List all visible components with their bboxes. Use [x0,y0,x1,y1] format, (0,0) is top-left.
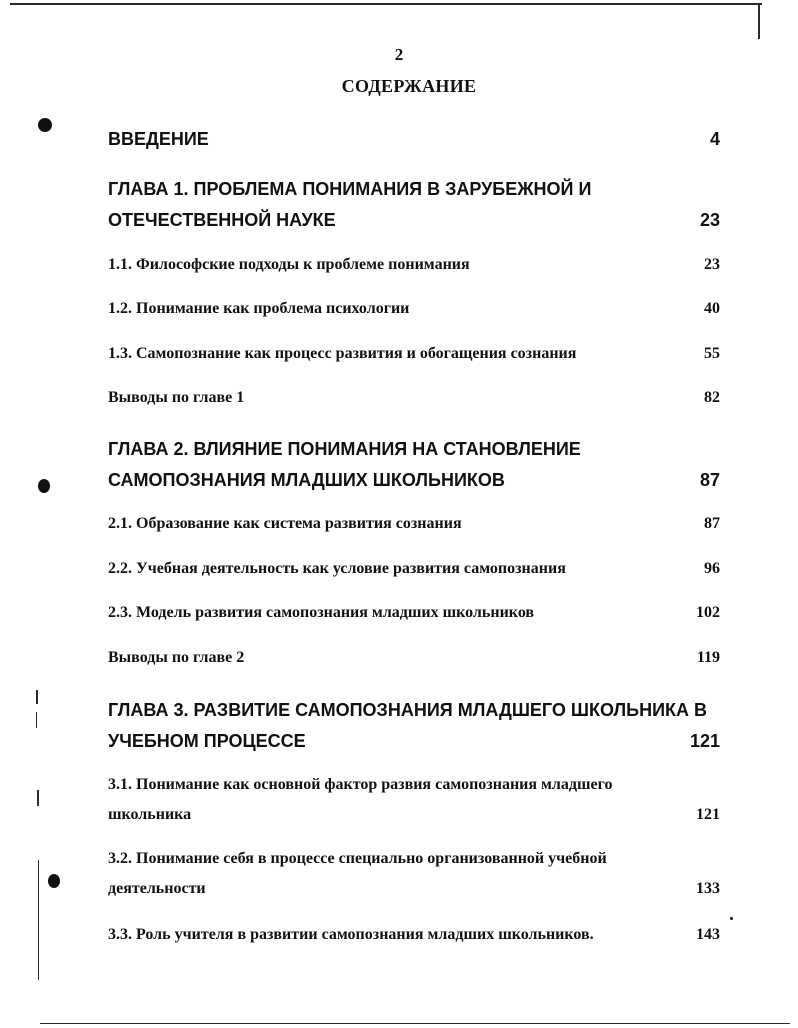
chapter-2-page: 87 [699,470,720,490]
scan-bottom-border [40,1023,790,1024]
toc-conclusions-1[interactable] [108,383,720,413]
section-2-3-label: 2.3. Модель развития самопознания младших школьников [108,604,535,621]
chapter-3-title-line1: ГЛАВА 3. РАЗВИТИЕ САМОПОЗНАНИЯ МЛАДШЕГО ШКОЛЬНИКА В [108,700,708,720]
toc-section-3-1[interactable] [108,770,720,830]
toc-section-1-3[interactable] [108,339,720,369]
toc-chapter-2[interactable] [108,434,720,495]
section-3-3-label: 3.3. Роль учителя в развитии самопознания младших школьников. [108,926,594,943]
toc-chapter-3[interactable] [108,695,720,756]
section-1-3-page: 55 [704,345,720,362]
section-3-2-label-line1: 3.2. Понимание себя в процессе специально организованной учебной [108,850,607,867]
scan-left-mark [36,690,38,704]
section-1-3-label: 1.3. Самопознание как процесс развития и обогащения сознания [108,345,577,362]
toc-intro[interactable] [108,124,720,154]
toc-section-2-1[interactable] [108,509,720,539]
section-3-1-page: 121 [696,806,720,823]
section-3-1-label-line1: 3.1. Понимание как основной фактор развия самопознания младшего [108,776,613,793]
chapter-1-title-line1: ГЛАВА 1. ПРОБЛЕМА ПОНИМАНИЯ В ЗАРУБЕЖНОЙ И [108,179,592,199]
scan-speck [38,479,50,493]
toc-conclusions-2[interactable] [108,643,720,673]
chapter-1-page: 23 [699,210,720,230]
section-2-1-page: 87 [704,515,720,532]
scan-left-mark [36,712,37,728]
conclusions-2-page: 119 [696,649,720,666]
page-number: 2 [394,45,404,64]
chapter-2-title-line1: ГЛАВА 2. ВЛИЯНИЕ ПОНИМАНИЯ НА СТАНОВЛЕНИЕ [108,439,581,459]
toc-section-2-2[interactable] [108,554,720,584]
scan-speck [38,118,52,132]
conclusions-1-label: Выводы по главе 1 [108,389,245,406]
scan-left-mark [37,790,39,806]
section-1-2-label: 1.2. Понимание как проблема психологии [108,300,410,317]
scan-right-border [758,3,760,39]
toc-intro-page: 4 [709,129,720,149]
toc-intro-label: ВВЕДЕНИЕ [108,129,209,149]
toc-section-1-2[interactable] [108,294,720,324]
chapter-3-title-line2: УЧЕБНОМ ПРОЦЕССЕ [108,731,306,751]
section-2-3-page: 102 [696,604,720,621]
toc-section-2-3[interactable] [108,598,720,628]
scan-speck [730,917,733,920]
section-2-2-page: 96 [704,560,720,577]
section-2-2-label: 2.2. Учебная деятельность как условие развития самопознания [108,560,566,577]
chapter-3-page: 121 [689,731,720,751]
scan-left-mark [38,860,39,980]
scan-top-border [10,3,762,5]
conclusions-2-label: Выводы по главе 2 [108,649,245,666]
toc-section-3-2[interactable] [108,844,720,904]
section-3-2-label-line2: деятельности [108,880,206,897]
page-title: СОДЕРЖАНИЕ [341,76,477,96]
toc-section-3-3[interactable] [108,920,720,950]
toc-chapter-1[interactable] [108,174,720,235]
section-1-2-page: 40 [704,300,720,317]
section-2-1-label: 2.1. Образование как система развития сознания [108,515,462,532]
chapter-1-title-line2: ОТЕЧЕСТВЕННОЙ НАУКЕ [108,210,336,230]
section-3-1-label-line2: школьника [108,806,192,823]
scan-speck [48,874,60,888]
section-3-3-page: 143 [696,926,720,943]
section-3-2-page: 133 [696,880,720,897]
section-1-1-label: 1.1. Философские подходы к проблеме понимания [108,256,470,273]
chapter-2-title-line2: САМОПОЗНАНИЯ МЛАДШИХ ШКОЛЬНИКОВ [108,470,505,490]
conclusions-1-page: 82 [704,389,720,406]
toc-section-1-1[interactable] [108,250,720,280]
section-1-1-page: 23 [704,256,720,273]
